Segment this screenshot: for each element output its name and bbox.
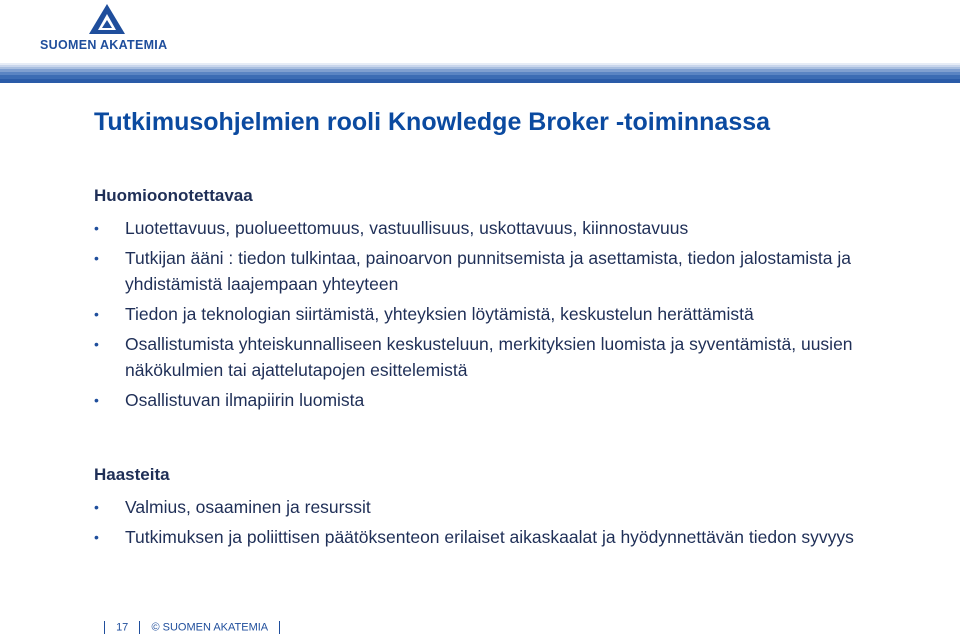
list-item-text: Tutkimuksen ja poliittisen päätöksenteon erilaiset aikaskaalat ja hyödynnettävän tiedon syvyys xyxy=(125,527,854,547)
list-item-text: Tiedon ja teknologian siirtämistä, yhteyksien löytämistä, keskustelun herättämistä xyxy=(125,304,754,324)
considerations-list xyxy=(94,215,934,417)
footer-divider xyxy=(139,621,140,634)
footer-org: SUOMEN AKATEMIA xyxy=(162,621,269,634)
bullet-icon: • xyxy=(94,499,99,515)
section-heading-challenges: Haasteita xyxy=(94,465,170,484)
footer xyxy=(96,621,288,637)
list-item-text: Luotettavuus, puolueettomuus, vastuullisuus, uskottavuus, kiinnostavuus xyxy=(125,218,689,238)
bullet-icon: • xyxy=(94,529,99,545)
bullet-icon: • xyxy=(94,306,99,322)
list-item xyxy=(94,387,934,413)
bullet-icon: • xyxy=(94,392,99,408)
list-item-text: Osallistumista yhteiskunnalliseen keskusteluun, merkityksien luomista ja syventämistä, uusien näkökulmien tai ajattelutapojen esittelemistä xyxy=(125,334,853,380)
list-item-text: Tutkijan ääni : tiedon tulkintaa, painoarvon punnitsemista ja asettamista, tiedon jalostamista ja yhdistämistä laajempaan yhteyteen xyxy=(125,248,852,294)
list-item xyxy=(94,494,934,520)
header-gradient-band xyxy=(0,63,960,83)
list-item xyxy=(94,245,934,297)
logo xyxy=(40,2,180,56)
bullet-icon: • xyxy=(94,336,99,352)
footer-divider xyxy=(104,621,105,634)
list-item xyxy=(94,301,934,327)
section-heading-considerations: Huomioonotettavaa xyxy=(94,186,253,205)
copyright-icon: © xyxy=(151,621,160,634)
list-item xyxy=(94,524,934,550)
logo-text: SUOMEN AKATEMIA xyxy=(40,38,168,52)
challenges-list xyxy=(94,494,934,554)
list-item-text: Osallistuvan ilmapiirin luomista xyxy=(125,390,365,410)
list-item xyxy=(94,331,934,383)
page-title: Tutkimusohjelmien rooli Knowledge Broker -toiminnassa xyxy=(94,108,771,136)
page-number: 17 xyxy=(116,621,129,634)
list-item-text: Valmius, osaaminen ja resurssit xyxy=(125,497,371,517)
list-item xyxy=(94,215,934,241)
academy-triangle-logo-icon xyxy=(87,2,127,36)
footer-divider xyxy=(279,621,280,634)
bullet-icon: • xyxy=(94,220,99,236)
bullet-icon: • xyxy=(94,250,99,266)
